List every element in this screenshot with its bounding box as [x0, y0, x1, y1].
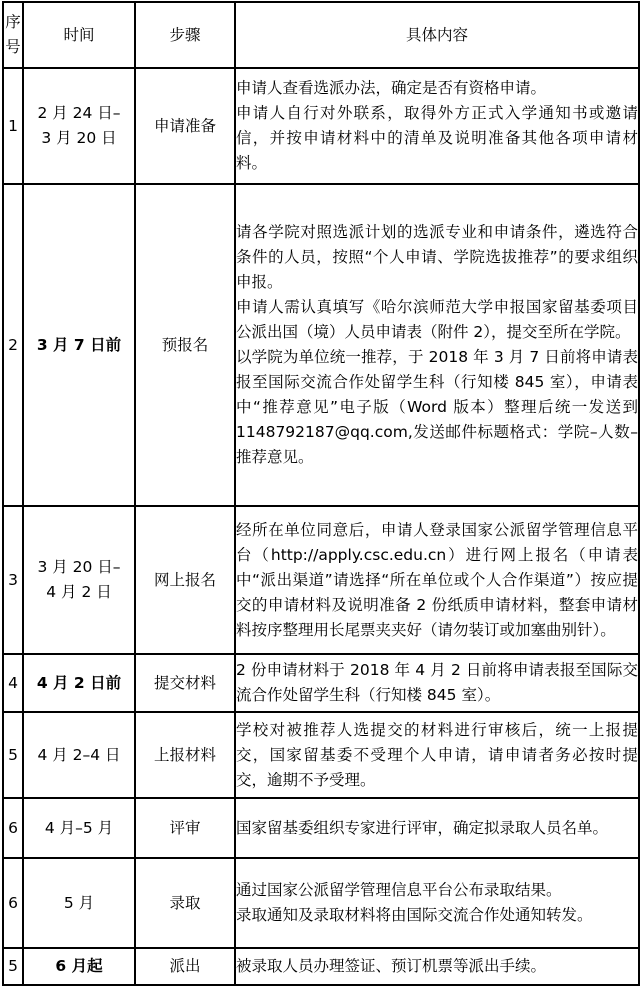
detail-paragraph: 学校对被推荐人选提交的材料进行审核后，统一上报提交，国家留基委不受理个人申请，请申请者务必按时提交，逾期不予受理。 [236, 720, 638, 789]
row-seq: 6 [3, 798, 23, 858]
detail-paragraph: 经所在单位同意后，申请人登录国家公派留学管理信息平台（http://apply.csc.edu.cn）进行网上报名（申请表中“派出渠道”请选择“所在单位或个人合作渠道”）按应提交的申请材料及说明准备 2 份纸质申请材料，整套申请材料按序整理用长尾票夹夹好（请勿装订或加塞曲别针）。 [236, 520, 638, 639]
row-detail [235, 506, 639, 654]
table-row [3, 68, 639, 184]
detail-paragraph: 录取通知及录取材料将由国际交流合作处通知转发。 [236, 906, 593, 924]
header-detail: 具体内容 [235, 2, 639, 68]
detail-paragraph: 以学院为单位统一推荐，于 2018 年 3 月 7 日前将申请表报至国际交流合作处留学生科（行知楼 845 室），申请表中“推荐意见”电子版（Word 版本）整理后统一发送到 1148792187@qq.com,发送邮件标题格式：学院–人数–推荐意见。 [236, 348, 638, 466]
row-time [23, 68, 135, 184]
row-time [23, 858, 135, 948]
header-step: 步骤 [135, 2, 235, 68]
row-detail [235, 798, 639, 858]
row-step: 提交材料 [135, 654, 235, 712]
header-seq [3, 2, 23, 68]
row-time-line1: 3 月 7 日前 [36, 335, 122, 354]
row-time-line1: 4 月 2 日前 [36, 673, 122, 692]
row-detail [235, 184, 639, 506]
row-seq: 6 [3, 858, 23, 948]
row-step: 派出 [135, 948, 235, 985]
schedule-table [2, 1, 640, 986]
row-step: 录取 [135, 858, 235, 948]
row-seq: 4 [3, 654, 23, 712]
row-step: 评审 [135, 798, 235, 858]
row-detail [235, 68, 639, 184]
table-row [3, 948, 639, 985]
row-detail [235, 712, 639, 798]
row-time [23, 184, 135, 506]
detail-paragraph: 被录取人员办理签证、预订机票等派出手续。 [236, 957, 547, 975]
table-row [3, 184, 639, 506]
row-time-line1: 6 月起 [55, 957, 103, 975]
table-row [3, 712, 639, 798]
row-step: 预报名 [135, 184, 235, 506]
table-row [3, 858, 639, 948]
row-time-line2: 3 月 20 日 [41, 129, 117, 147]
detail-paragraph: 申请人查看选派办法，确定是否有资格申请。 [236, 79, 547, 97]
row-detail [235, 654, 639, 712]
row-seq: 3 [3, 506, 23, 654]
row-seq: 5 [3, 948, 23, 985]
row-time-line1: 5 月 [63, 893, 95, 912]
detail-paragraph: 请各学院对照选派计划的选派专业和申请条件，遴选符合条件的人员，按照“个人申请、学院选拔推荐”的要求组织申报。 [236, 223, 638, 291]
row-step: 上报材料 [135, 712, 235, 798]
row-time-line1: 4 月–5 月 [44, 818, 114, 837]
table-header-row [3, 2, 639, 68]
row-detail [235, 948, 639, 985]
row-time [23, 506, 135, 654]
row-time-line1: 4 月 2–4 日 [37, 745, 121, 764]
detail-paragraph: 申请人自行对外联系，取得外方正式入学通知书或邀请信，并按申请材料中的清单及说明准备其他各项申请材料。 [236, 104, 638, 172]
table-row [3, 506, 639, 654]
row-time-line1: 2 月 24 日– [37, 104, 121, 122]
row-time [23, 798, 135, 858]
row-step: 网上报名 [135, 506, 235, 654]
table-row [3, 798, 639, 858]
header-seq-line2: 号 [5, 38, 21, 56]
row-seq: 5 [3, 712, 23, 798]
detail-paragraph: 申请人需认真填写《哈尔滨师范大学申报国家留基委项目公派出国（境）人员申请表（附件 2），提交至所在学院。 [236, 298, 638, 341]
detail-paragraph: 通过国家公派留学管理信息平台公布录取结果。 [236, 881, 562, 899]
header-seq-line1: 序 [5, 13, 21, 31]
row-time [23, 948, 135, 985]
detail-paragraph: 2 份申请材料于 2018 年 4 月 2 日前将申请表报至国际交流合作处留学生科（行知楼 845 室）。 [236, 661, 638, 704]
row-time [23, 712, 135, 798]
row-seq: 1 [3, 68, 23, 184]
row-detail [235, 858, 639, 948]
row-step: 申请准备 [135, 68, 235, 184]
row-time-line2: 4 月 2 日 [46, 583, 112, 601]
detail-paragraph: 国家留基委组织专家进行评审，确定拟录取人员名单。 [236, 818, 609, 837]
row-time-line1: 3 月 20 日– [37, 558, 121, 576]
header-time: 时间 [23, 2, 135, 68]
row-seq: 2 [3, 184, 23, 506]
row-time [23, 654, 135, 712]
table-row [3, 654, 639, 712]
